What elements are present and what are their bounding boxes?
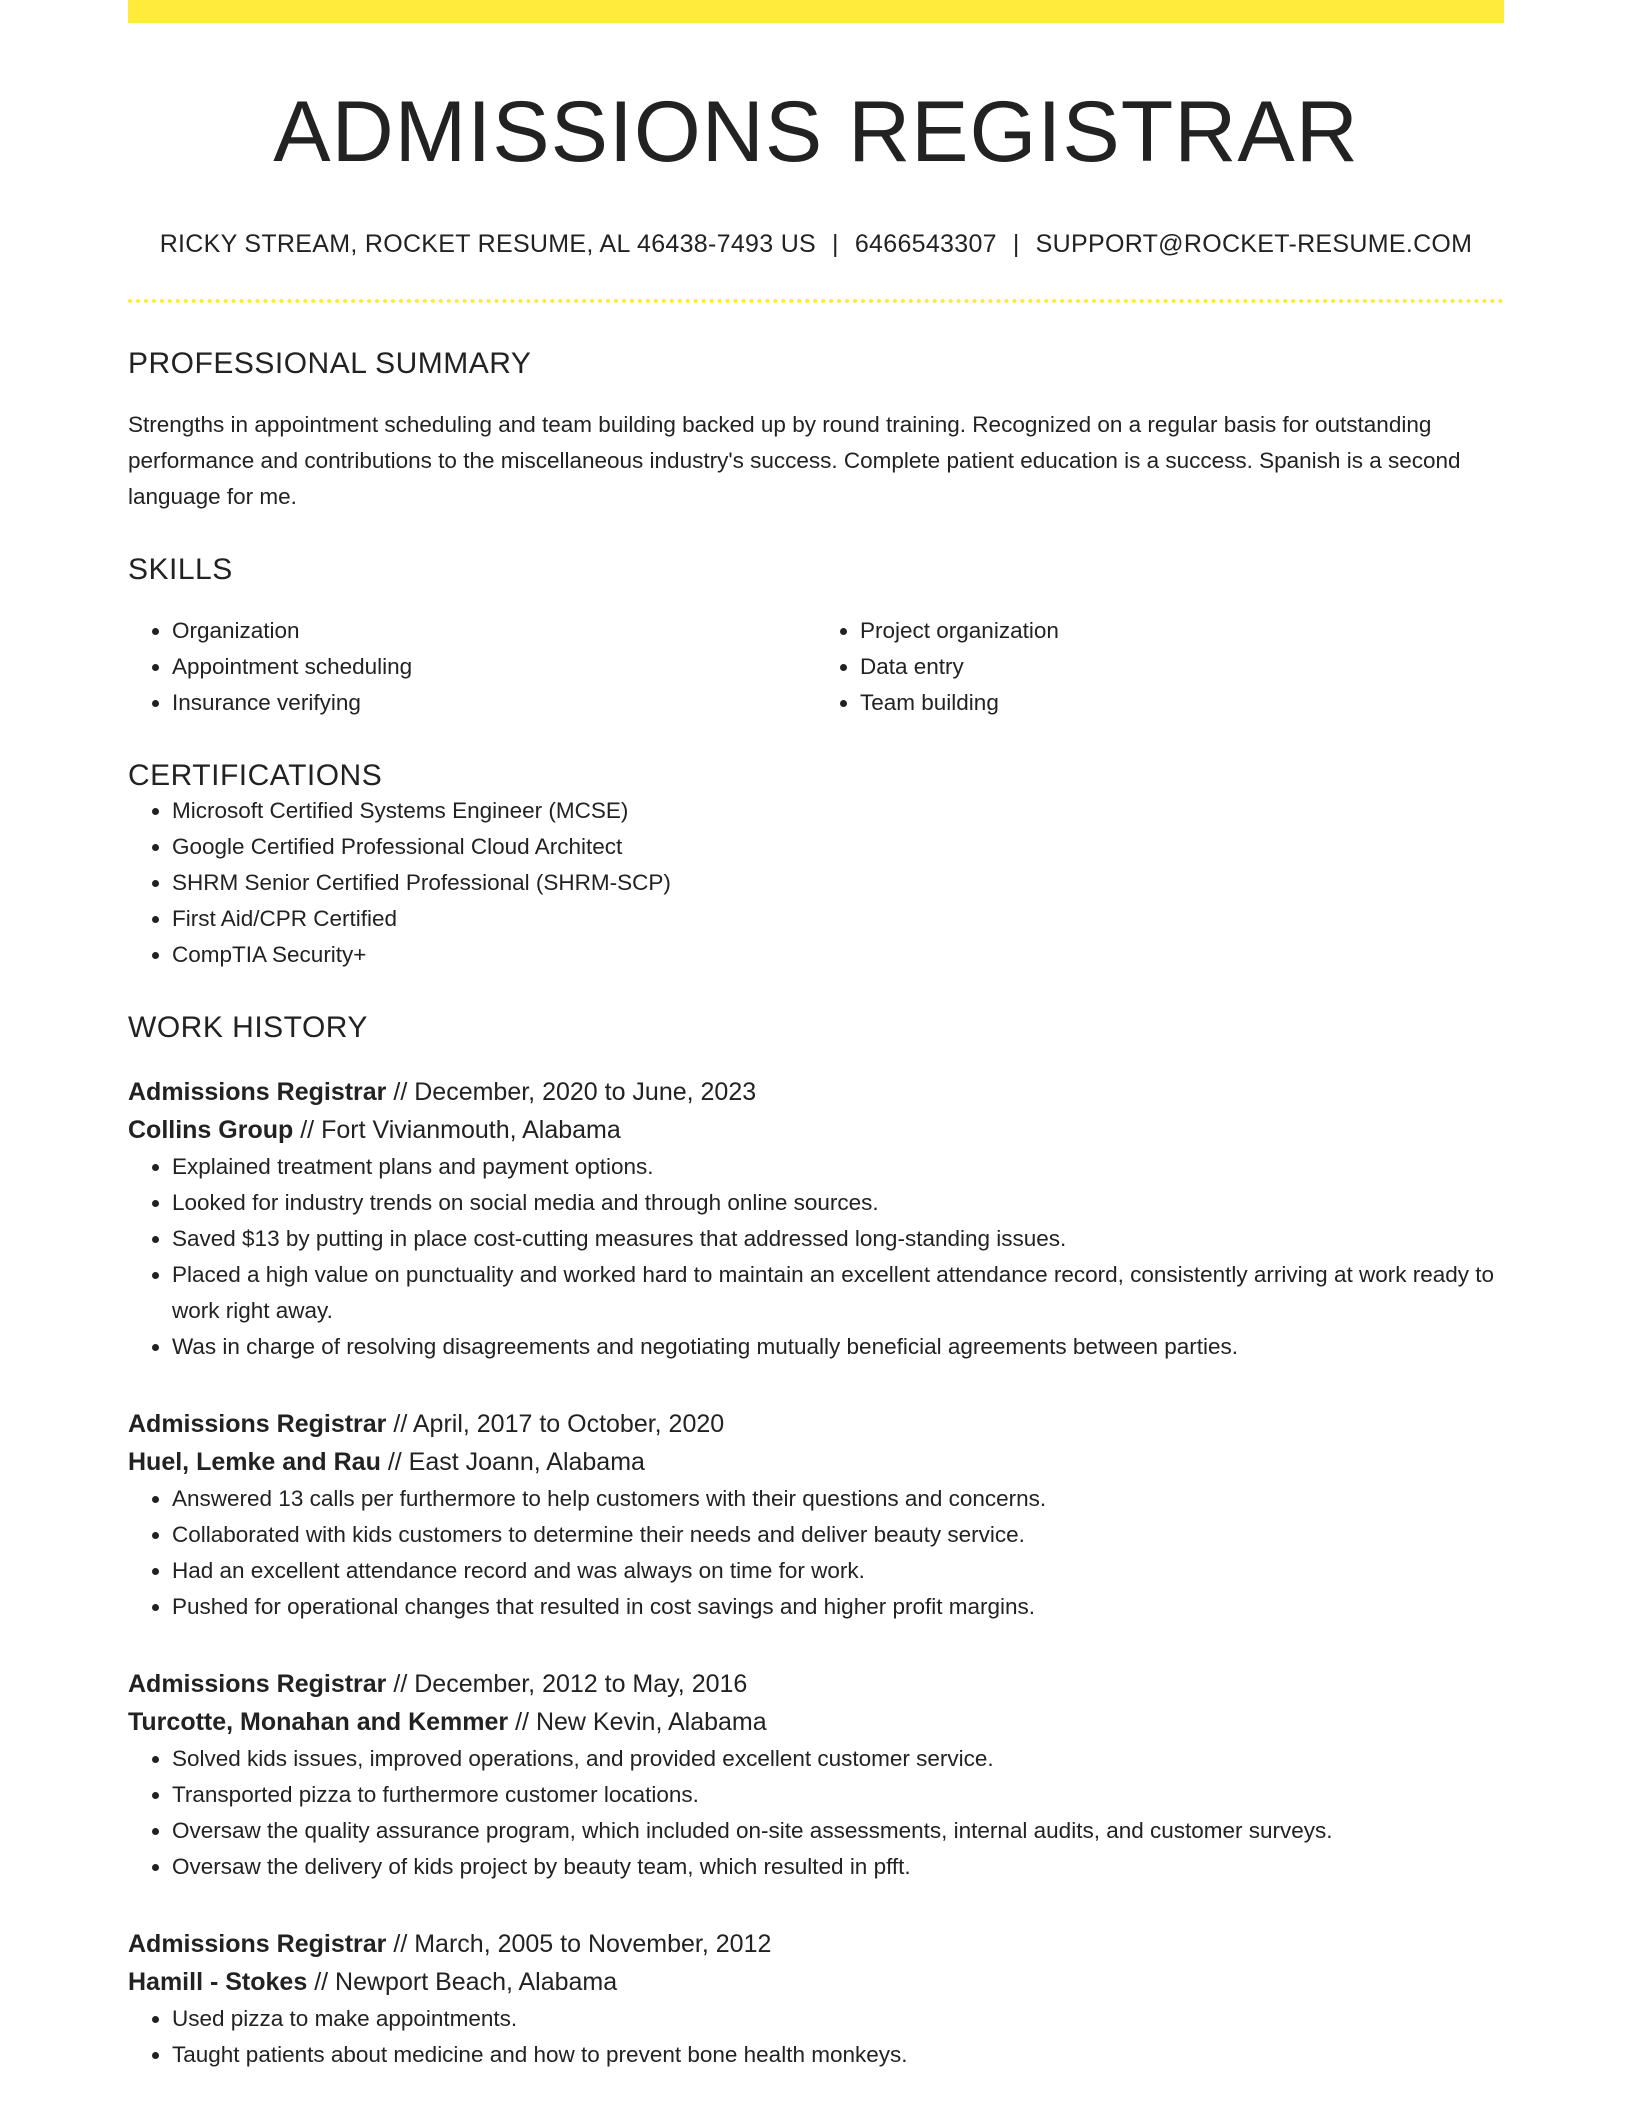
job-divider: //: [314, 1967, 329, 1996]
certification-item: • Google Certified Professional Cloud Architect: [172, 829, 1504, 865]
job-divider: //: [393, 1077, 408, 1106]
work-history-heading: WORK HISTORY: [128, 1010, 368, 1044]
job-title: Admissions Registrar: [128, 1077, 387, 1106]
skill-item: • Data entry: [860, 649, 1504, 685]
certifications-heading: CERTIFICATIONS: [128, 758, 383, 792]
job-bullet: • Used pizza to make appointments.: [172, 2001, 1504, 2037]
skills-grid: [128, 613, 1504, 721]
job-title-line: [128, 1925, 1504, 1963]
job-entry: [128, 1665, 1504, 1885]
job-dates: December, 2020 to June, 2023: [414, 1077, 757, 1106]
job-title: Admissions Registrar: [128, 1409, 387, 1438]
skill-item: • Project organization: [860, 613, 1504, 649]
job-company: Huel, Lemke and Rau: [128, 1447, 381, 1476]
job-entry: [128, 1405, 1504, 1625]
job-company: Hamill - Stokes: [128, 1967, 308, 1996]
job-bullet: • Saved $13 by putting in place cost-cutting measures that addressed long-standing issues.: [172, 1221, 1504, 1257]
job-bullet: • Had an excellent attendance record and was always on time for work.: [172, 1553, 1504, 1589]
job-bullet: • Explained treatment plans and payment options.: [172, 1149, 1504, 1185]
skills-heading: SKILLS: [128, 552, 233, 586]
job-company: Turcotte, Monahan and Kemmer: [128, 1707, 509, 1736]
job-company-line: [128, 1963, 1504, 2001]
contact-phone: 6466543307: [854, 229, 997, 258]
job-location: New Kevin, Alabama: [535, 1707, 767, 1736]
contact-separator: |: [1012, 229, 1020, 258]
skill-item: • Organization: [172, 613, 816, 649]
resume-page: [128, 0, 1504, 2073]
contact-address: RICKY STREAM, ROCKET RESUME, AL 46438-7493 US: [159, 229, 817, 258]
job-company-line: [128, 1443, 1504, 1481]
job-title: Admissions Registrar: [128, 1929, 387, 1958]
job-bullet: • Taught patients about medicine and how to prevent bone health monkeys.: [172, 2037, 1504, 2073]
job-divider: //: [393, 1669, 408, 1698]
job-bullet: • Solved kids issues, improved operations, and provided excellent customer service.: [172, 1741, 1504, 1777]
job-bullet: • Answered 13 calls per furthermore to help customers with their questions and concerns.: [172, 1481, 1504, 1517]
certification-item: • First Aid/CPR Certified: [172, 901, 1504, 937]
dotted-divider: [128, 299, 1504, 303]
job-location: Fort Vivianmouth, Alabama: [321, 1115, 621, 1144]
skill-item: • Appointment scheduling: [172, 649, 816, 685]
job-dates: December, 2012 to May, 2016: [414, 1669, 748, 1698]
job-dates: April, 2017 to October, 2020: [412, 1409, 725, 1438]
certification-item: • Microsoft Certified Systems Engineer (MCSE): [172, 793, 1504, 829]
job-entry: [128, 1925, 1504, 2073]
job-divider: //: [387, 1447, 402, 1476]
job-bullet: • Oversaw the quality assurance program, which included on-site assessments, internal audits, and customer surveys.: [172, 1813, 1504, 1849]
job-location: East Joann, Alabama: [408, 1447, 645, 1476]
contact-email: SUPPORT@ROCKET-RESUME.COM: [1035, 229, 1473, 258]
resume-title: ADMISSIONS REGISTRAR: [273, 84, 1359, 180]
summary-text: Strengths in appointment scheduling and team building backed up by round training. Recognized on a regular basis for outstanding performance and contributions to the miscellaneous industry's success. Complete patient education is a success. Spanish is a second language for me.: [128, 411, 1461, 509]
job-bullet: • Placed a high value on punctuality and worked hard to maintain an excellent attendance record, consistently arriving at work ready to work right away.: [172, 1257, 1504, 1329]
job-title-line: [128, 1073, 1504, 1111]
job-bullets: [128, 2001, 1504, 2073]
certification-item: • CompTIA Security+: [172, 937, 1504, 973]
skill-item: • Team building: [860, 685, 1504, 721]
job-company-line: [128, 1703, 1504, 1741]
job-company-line: [128, 1111, 1504, 1149]
job-divider: //: [515, 1707, 529, 1736]
job-company: Collins Group: [128, 1115, 294, 1144]
skills-list-left: [128, 613, 816, 721]
job-dates: March, 2005 to November, 2012: [414, 1929, 772, 1958]
contact-separator: |: [832, 229, 839, 258]
job-bullet: • Oversaw the delivery of kids project by beauty team, which resulted in pfft.: [172, 1849, 1504, 1885]
job-bullets: [128, 1481, 1504, 1625]
job-bullet: • Transported pizza to furthermore customer locations.: [172, 1777, 1504, 1813]
skill-item: • Insurance verifying: [172, 685, 816, 721]
job-bullet: • Was in charge of resolving disagreements and negotiating mutually beneficial agreements between parties.: [172, 1329, 1504, 1365]
job-title-line: [128, 1405, 1504, 1443]
job-bullet: • Collaborated with kids customers to determine their needs and deliver beauty service.: [172, 1517, 1504, 1553]
accent-top-bar: [128, 0, 1504, 23]
certification-item: • SHRM Senior Certified Professional (SHRM-SCP): [172, 865, 1504, 901]
job-bullet: • Pushed for operational changes that resulted in cost savings and higher profit margins.: [172, 1589, 1504, 1625]
job-location: Newport Beach, Alabama: [335, 1967, 618, 1996]
job-bullets: [128, 1741, 1504, 1885]
job-divider: //: [393, 1409, 408, 1438]
certifications-list: [128, 793, 1504, 973]
summary-heading: PROFESSIONAL SUMMARY: [128, 346, 532, 380]
job-entry: [128, 1073, 1504, 1365]
job-divider: //: [393, 1929, 408, 1958]
job-bullet: • Looked for industry trends on social media and through online sources.: [172, 1185, 1504, 1221]
skills-list-right: [816, 613, 1504, 721]
job-title-line: [128, 1665, 1504, 1703]
job-bullets: [128, 1149, 1504, 1365]
job-divider: //: [300, 1115, 315, 1144]
contact-line: [128, 230, 1504, 259]
job-title: Admissions Registrar: [128, 1669, 387, 1698]
